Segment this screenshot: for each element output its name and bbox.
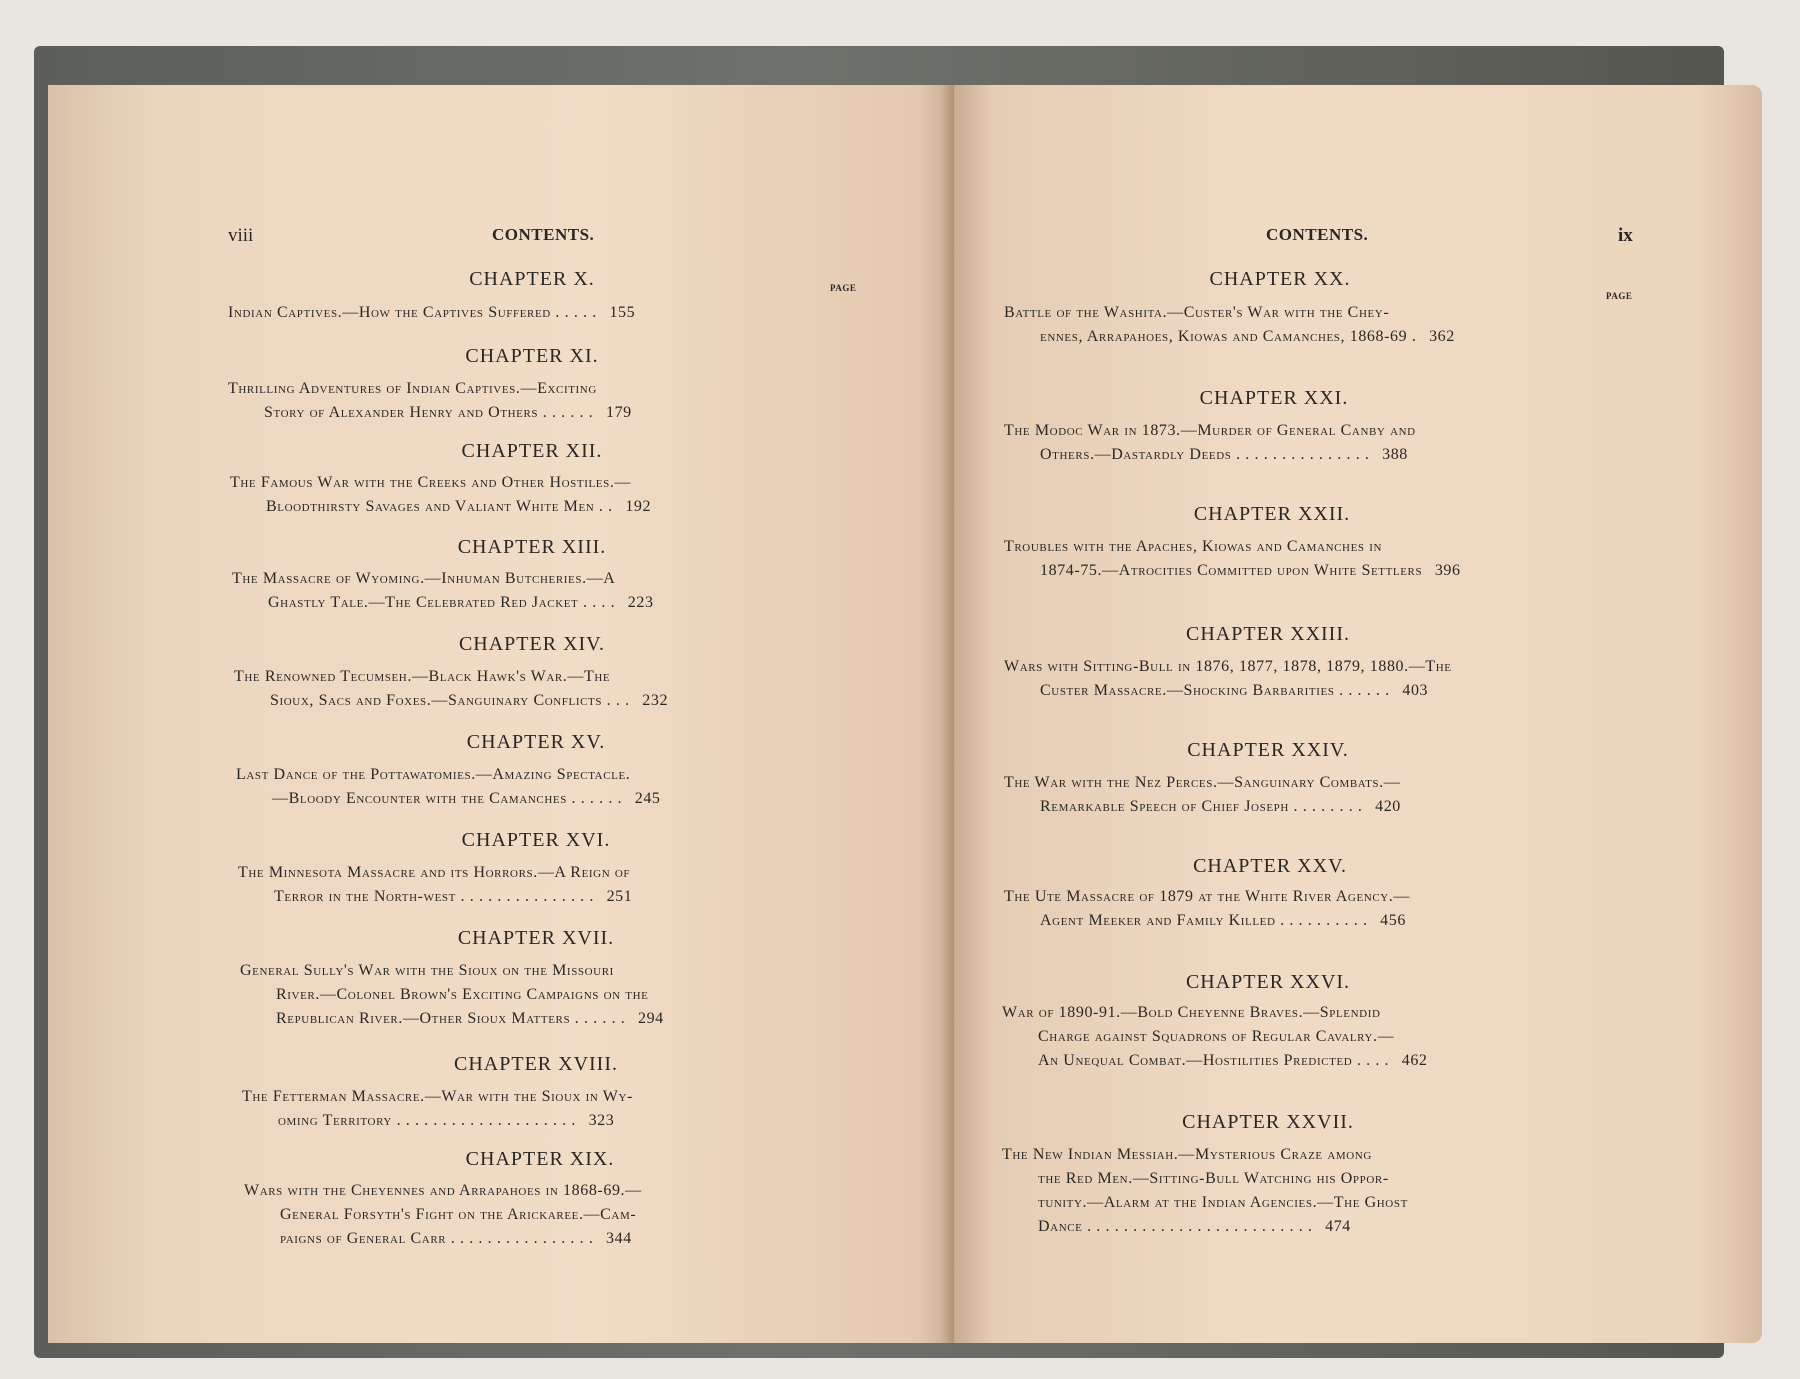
- left-page: [48, 85, 954, 1343]
- toc-entry: Wars with the Cheyennes and Arrapahoes in 1868-69.— General Forsyth's Fight on the Arickaree.—Cam- paigns of General Carr . . . . . . . . . . . . . . . . 344: [244, 1182, 642, 1247]
- chapter-title: CHAPTER XVII.: [457, 927, 615, 949]
- toc-entry: The Fetterman Massacre.—War with the Sioux in Wy- oming Territory . . . . . . . . . . . . . . . . . . . . 323: [242, 1088, 633, 1129]
- toc-entry: The War with the Nez Perces.—Sanguinary Combats.— Remarkable Speech of Chief Joseph . . . . . . . . 420: [1004, 774, 1401, 815]
- toc-entry: General Sully's War with the Sioux on the Missouri River.—Colonel Brown's Exciting Campaigns on the Republican River.—Other Sioux Matters . . . . . . 294: [240, 962, 664, 1027]
- toc-entry: The Modoc War in 1873.—Murder of General Canby and Others.—Dastardly Deeds . . . . . . . . . . . . . . . 388: [1004, 422, 1416, 463]
- toc-entry: The Massacre of Wyoming.—Inhuman Butcheries.—A Ghastly Tale.—The Celebrated Red Jacket . . . . 223: [232, 570, 654, 611]
- toc-entry: Thrilling Adventures of Indian Captives.—Exciting Story of Alexander Henry and Others . . . . . . 179: [228, 380, 632, 421]
- running-head-left: CONTENTS.: [492, 225, 595, 244]
- chapter-title: CHAPTER XXII.: [1193, 503, 1351, 525]
- chapter-title: CHAPTER XXIV.: [1187, 739, 1349, 761]
- toc-entry: The Minnesota Massacre and its Horrors.—A Reign of Terror in the North-west . . . . . . . . . . . . . . . 251: [238, 864, 633, 905]
- page-label-right: PAGE: [1606, 291, 1633, 301]
- chapter-title: CHAPTER XVI.: [461, 829, 611, 851]
- toc-entry: War of 1890-91.—Bold Cheyenne Braves.—Splendid Charge against Squadrons of Regular Cavalry.— An Unequal Combat.—Hostilities Predicted . . . . 462: [1002, 1004, 1428, 1069]
- page-label-left: PAGE: [830, 283, 857, 293]
- page-number-left: viii: [228, 225, 254, 246]
- chapter-title: CHAPTER XIII.: [457, 536, 607, 558]
- chapter-title: CHAPTER XIX.: [465, 1148, 615, 1170]
- toc-entry: The Ute Massacre of 1879 at the White River Agency.— Agent Meeker and Family Killed . . . . . . . . . . 456: [1004, 888, 1411, 929]
- chapter-title: CHAPTER XII.: [461, 440, 603, 462]
- toc-entry: The New Indian Messiah.—Mysterious Craze among the Red Men.—Sitting-Bull Watching his Oppor- tunity.—Alarm at the Indian Agencies.—The Ghost Dance . . . . . . . . . . . . . . . . . . . . . . . . . 474: [1002, 1146, 1408, 1235]
- chapter-title: CHAPTER XXVII.: [1182, 1111, 1354, 1133]
- chapter-title: CHAPTER XX.: [1209, 268, 1351, 290]
- chapter-title: CHAPTER X.: [469, 268, 595, 290]
- toc-entry: Last Dance of the Pottawatomies.—Amazing Spectacle. —Bloody Encounter with the Camanches . . . . . . 245: [236, 766, 661, 807]
- chapter-title: CHAPTER XI.: [465, 345, 599, 367]
- toc-entry: Indian Captives.—How the Captives Suffered . . . . . 155: [228, 304, 636, 321]
- chapter-title: CHAPTER XIV.: [458, 633, 606, 655]
- running-head-right: CONTENTS.: [1266, 225, 1369, 244]
- chapter-title: CHAPTER XV.: [466, 731, 606, 753]
- toc-entry: The Renowned Tecumseh.—Black Hawk's War.—The Sioux, Sacs and Foxes.—Sanguinary Conflicts . . . 232: [234, 668, 669, 709]
- right-page: [954, 85, 1762, 1343]
- toc-entry: Troubles with the Apaches, Kiowas and Camanches in 1874-75.—Atrocities Committed upon White Settlers 396: [1004, 538, 1461, 579]
- chapter-title: CHAPTER XXV.: [1193, 855, 1347, 877]
- chapter-title: CHAPTER XXIII.: [1186, 623, 1350, 645]
- chapter-title: CHAPTER XXI.: [1199, 387, 1349, 409]
- toc-entry: The Famous War with the Creeks and Other Hostiles.— Bloodthirsty Savages and Valiant White Men . . 192: [230, 474, 652, 515]
- page-number-right: ix: [1618, 225, 1633, 246]
- chapter-title: CHAPTER XVIII.: [454, 1053, 618, 1075]
- chapter-title: CHAPTER XXVI.: [1185, 971, 1351, 993]
- toc-entry: Wars with Sitting-Bull in 1876, 1877, 1878, 1879, 1880.—The Custer Massacre.—Shocking Barbarities . . . . . . 403: [1004, 658, 1452, 699]
- toc-entry: Battle of the Washita.—Custer's War with the Chey- ennes, Arrapahoes, Kiowas and Camanches, 1868-69 . 362: [1004, 304, 1455, 345]
